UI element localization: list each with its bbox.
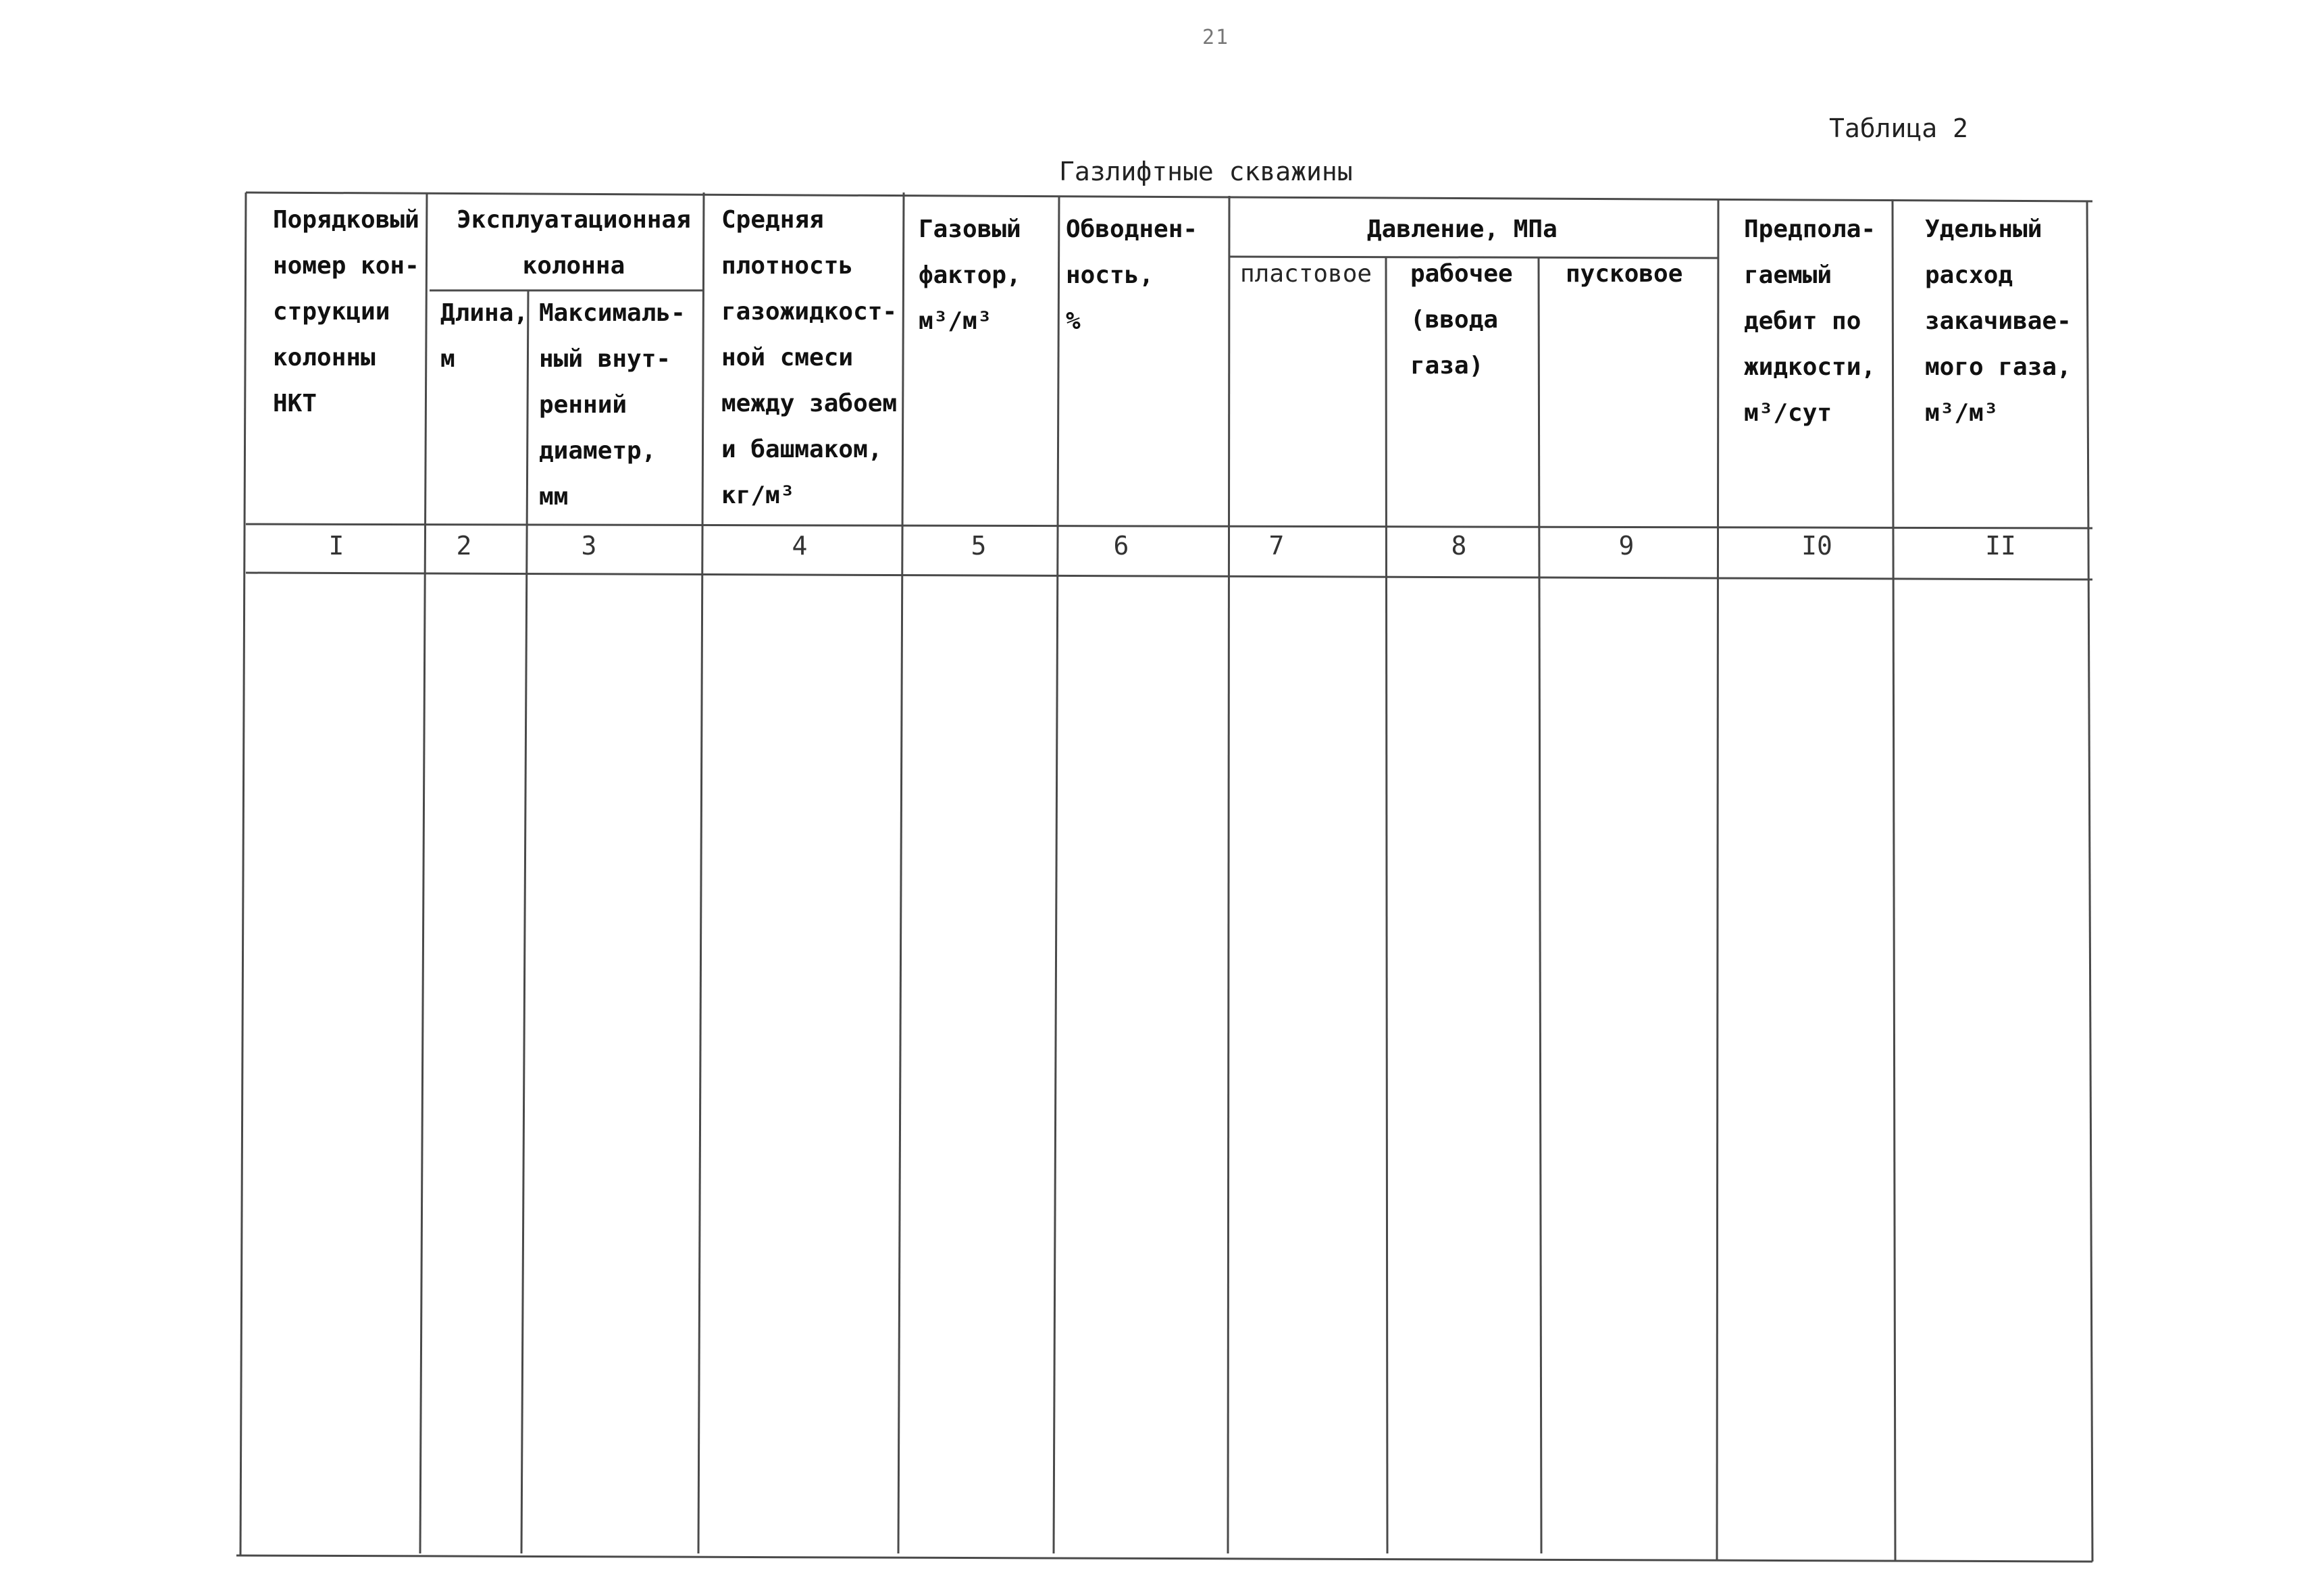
- column-number: 4: [792, 531, 808, 561]
- vline-c1: [420, 192, 427, 1553]
- header-bottom-line: [246, 524, 2092, 528]
- column-number: I0: [1801, 531, 1832, 561]
- vline-c8: [1539, 258, 1541, 1553]
- vline-c9: [1717, 199, 1718, 1560]
- column-number: II: [1985, 531, 2016, 561]
- vline-c6: [1228, 196, 1229, 1553]
- header-reservoir-pressure: пластовое: [1240, 260, 1372, 288]
- column-number: I: [328, 531, 344, 561]
- column-number: 5: [971, 531, 987, 561]
- header-specific-gas-consumption: Удельный расход закачивае- мого газа, м³/м³: [1925, 215, 2072, 427]
- header-working-pressure: рабочее (ввода газа): [1410, 260, 1513, 380]
- table-label: Таблица 2: [1829, 113, 1968, 143]
- header-seq-number: Порядковый номер кон- струкции колонны НКТ: [273, 206, 419, 417]
- header-water-cut: Обводнен- ность, %: [1066, 215, 1198, 335]
- column-number: 2: [456, 531, 472, 561]
- column-number: 3: [581, 531, 597, 561]
- numbers-row-bottom-line: [246, 573, 2092, 580]
- page-number: 21: [1202, 26, 1230, 49]
- header-avg-density: Средняя плотность газожидкост- ной смеси между забоем и башмаком, кг/м³: [721, 206, 898, 509]
- header-length: Длина, м: [440, 299, 529, 373]
- header-pressure-group: Давление, МПа: [1367, 215, 1558, 243]
- table-title: Газлифтные скважины: [1059, 157, 1353, 186]
- table-bottom-border: [236, 1555, 2092, 1562]
- vline-right: [2087, 201, 2092, 1562]
- header-max-diameter: Максималь- ный внут- ренний диаметр, мм: [539, 299, 686, 511]
- vline-left: [240, 192, 246, 1555]
- vline-c7: [1386, 258, 1387, 1553]
- column-number: 7: [1268, 531, 1285, 561]
- header-starting-pressure: пусковое: [1566, 260, 1683, 288]
- vline-c4: [898, 192, 904, 1553]
- column-number: 9: [1618, 531, 1635, 561]
- header-production-column: Эксплуатационная колонна: [457, 206, 691, 280]
- column-number: 8: [1451, 531, 1467, 561]
- vline-c3: [698, 192, 704, 1553]
- header-gas-factor: Газовый фактор, м³/м³: [919, 215, 1021, 335]
- column-number: 6: [1113, 531, 1129, 561]
- vline-c2: [521, 290, 528, 1553]
- header-expected-flow-rate: Предпола- гаемый дебит по жидкости, м³/сут: [1744, 215, 1876, 427]
- vline-c5: [1054, 196, 1059, 1553]
- vline-c10: [1893, 199, 1895, 1560]
